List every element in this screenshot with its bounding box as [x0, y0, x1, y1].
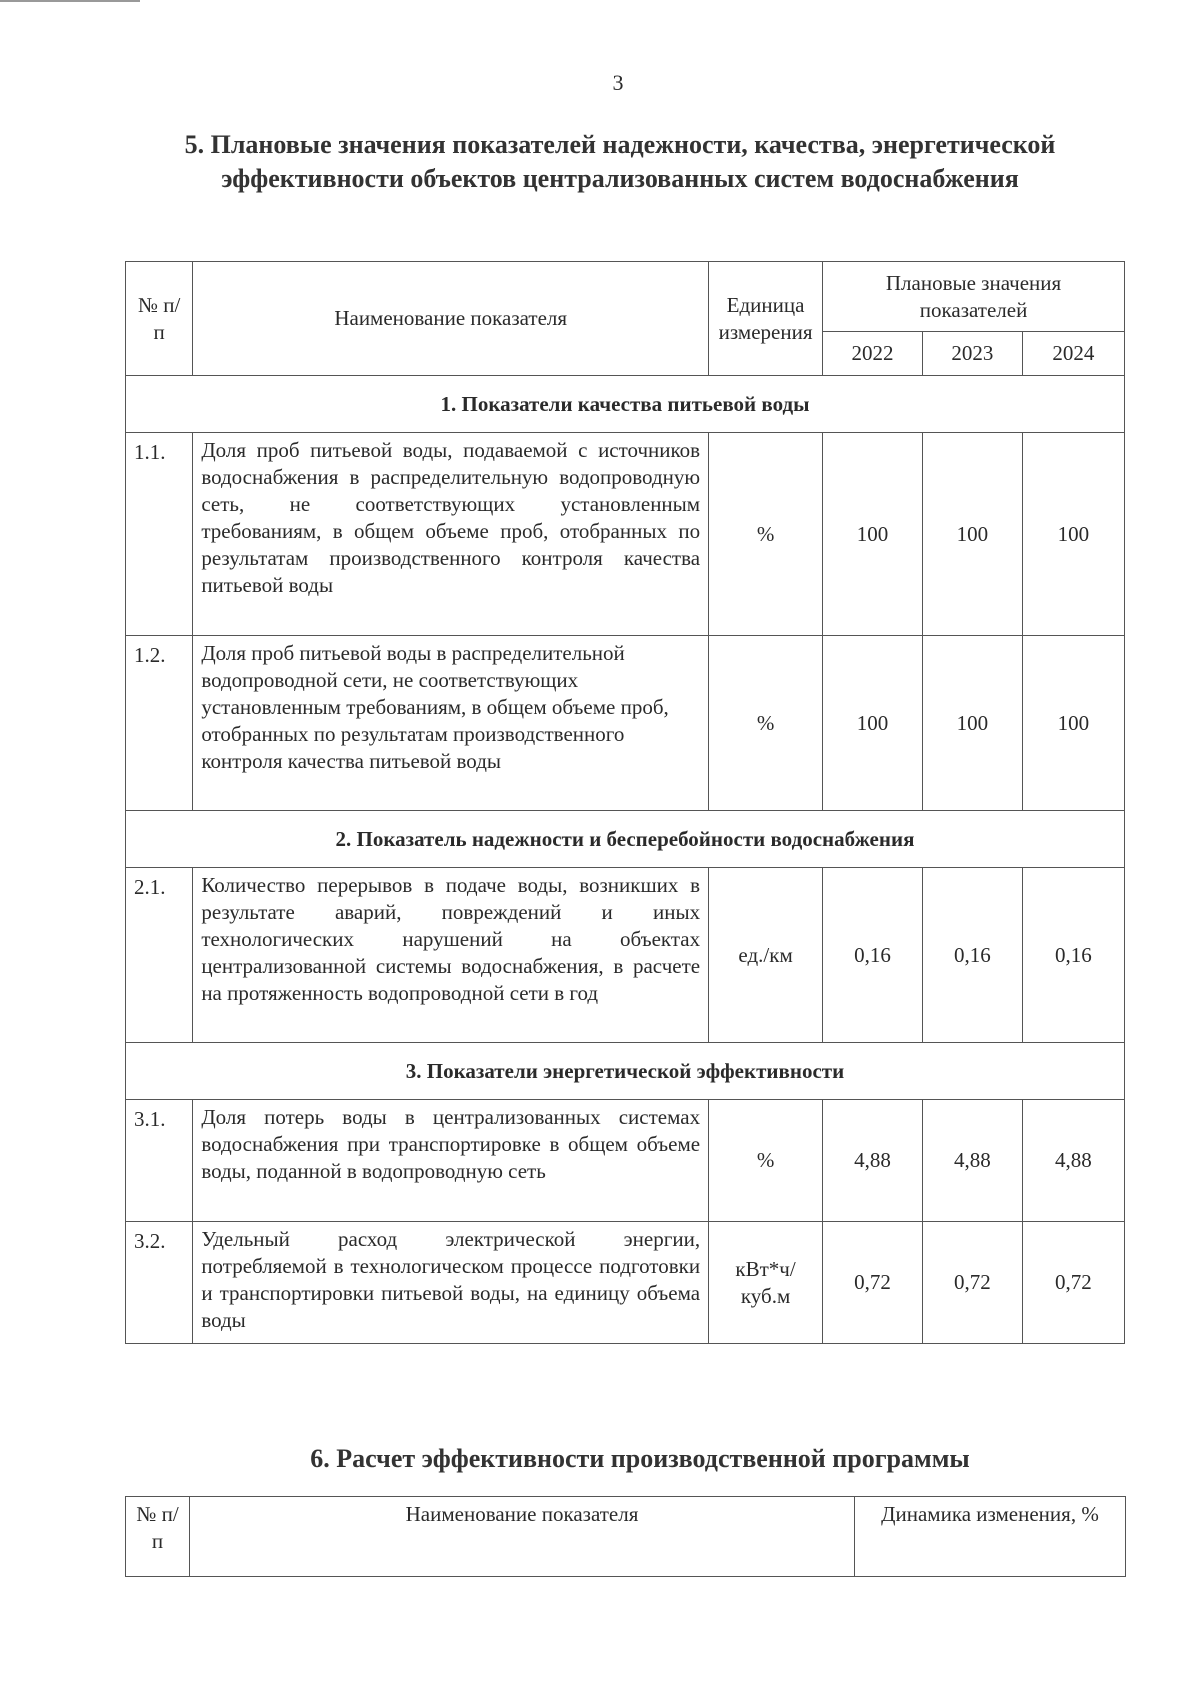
group-title: 3. Показатели энергетической эффективности: [126, 1043, 1125, 1100]
section-6-title: 6. Расчет эффективности производственной программы: [310, 1444, 970, 1473]
row-value-2024: 0,72: [1022, 1222, 1124, 1344]
group-row: [126, 1043, 1125, 1100]
row-value-2023: 0,16: [922, 868, 1022, 1043]
row-value-2023: 4,88: [922, 1100, 1022, 1222]
table-row: [126, 1222, 1125, 1344]
row-value-2022: 100: [823, 433, 923, 636]
row-num: 3.2.: [126, 1222, 193, 1344]
row-unit: кВт*ч/ куб.м: [709, 1222, 823, 1344]
row-num: 3.1.: [126, 1100, 193, 1222]
row-value-2024: 100: [1022, 433, 1124, 636]
row-num: 1.2.: [126, 636, 193, 811]
group-row: [126, 376, 1125, 433]
header-unit: Единица измерения: [709, 262, 823, 376]
group-title: 2. Показатель надежности и бесперебойности водоснабжения: [126, 811, 1125, 868]
group-row: [126, 811, 1125, 868]
header-year-2022: 2022: [823, 332, 923, 376]
row-value-2024: 100: [1022, 636, 1124, 811]
row-name: Удельный расход электрической энергии, потребляемой в технологическом процессе подготовки и транспортировки питьевой воды, на единицу объема воды: [193, 1222, 709, 1344]
scan-edge-mark: [0, 0, 140, 6]
row-value-2022: 0,72: [823, 1222, 923, 1344]
row-unit: %: [709, 636, 823, 811]
header-year-2023: 2023: [922, 332, 1022, 376]
section-5-title: 5. Плановые значения показателей надежности, качества, энергетической эффективности объектов централизованных систем водоснабжения: [184, 130, 1056, 193]
row-value-2022: 0,16: [823, 868, 923, 1043]
row-num: 1.1.: [126, 433, 193, 636]
row-value-2024: 4,88: [1022, 1100, 1124, 1222]
planned-values-table: [125, 261, 1125, 1344]
header-num: № п/п: [126, 262, 193, 376]
header-dynamics: Динамика изменения, %: [855, 1497, 1126, 1577]
row-unit: %: [709, 433, 823, 636]
row-name: Доля проб питьевой воды в распределительной водопроводной сети, не соответствующих установленным требованиям, в общем объеме проб, отобранных по результатам производственного контроля качества питьевой воды: [193, 636, 709, 811]
row-unit: ед./км: [709, 868, 823, 1043]
table-row: [126, 1100, 1125, 1222]
table-row: [126, 636, 1125, 811]
header-name: Наименование показателя: [190, 1497, 855, 1577]
header-num: № п/п: [126, 1497, 190, 1577]
row-num: 2.1.: [126, 868, 193, 1043]
row-value-2022: 100: [823, 636, 923, 811]
row-value-2023: 100: [922, 636, 1022, 811]
row-name: Количество перерывов в подаче воды, возникших в результате аварий, повреждений и иных технологических нарушений на объектах централизованной системы водоснабжения, в расчете на протяженность водопроводной сети в год: [193, 868, 709, 1043]
row-name: Доля потерь воды в централизованных системах водоснабжения при транспортировке в общем объеме воды, поданной в водопроводную сеть: [193, 1100, 709, 1222]
row-value-2022: 4,88: [823, 1100, 923, 1222]
row-value-2023: 100: [922, 433, 1022, 636]
row-value-2023: 0,72: [922, 1222, 1022, 1344]
group-title: 1. Показатели качества питьевой воды: [126, 376, 1125, 433]
header-year-2024: 2024: [1022, 332, 1124, 376]
row-unit: %: [709, 1100, 823, 1222]
row-name: Доля проб питьевой воды, подаваемой с источников водоснабжения в распределительную водопроводную сеть, не соответствующих установленным требованиям, в общем объеме проб, отобранных по результатам производственного контроля качества питьевой воды: [193, 433, 709, 636]
page-number: 3: [612, 70, 624, 95]
table-row: [126, 433, 1125, 636]
row-value-2024: 0,16: [1022, 868, 1124, 1043]
header-planned: Плановые значения показателей: [823, 262, 1125, 332]
efficiency-table: [125, 1496, 1126, 1577]
header-name: Наименование показателя: [193, 262, 709, 376]
table-row: [126, 868, 1125, 1043]
